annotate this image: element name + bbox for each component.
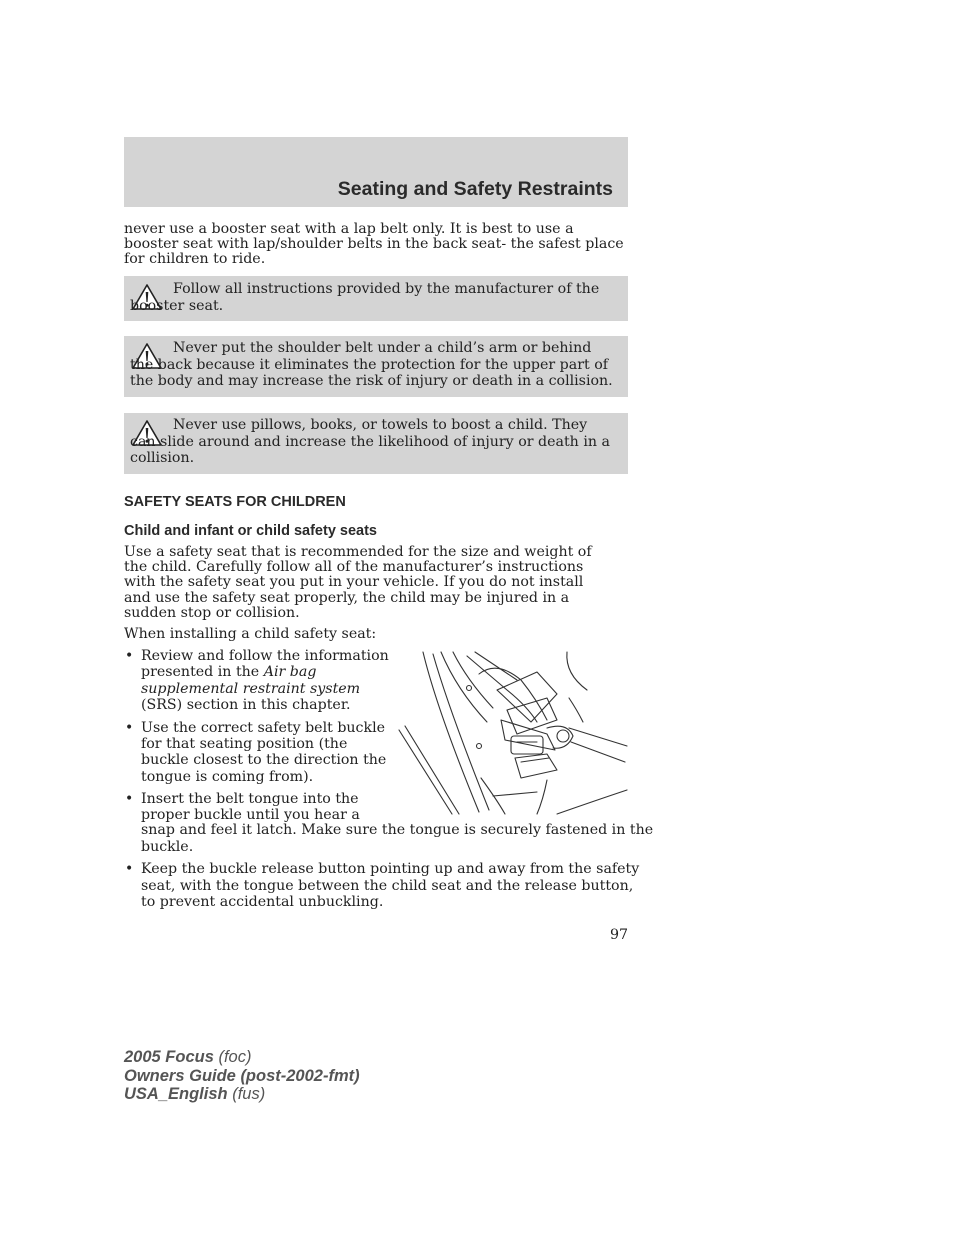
- list-item: [124, 720, 394, 786]
- warning-box-shoulder-belt: [124, 336, 628, 397]
- warning-box-pillows: [124, 413, 628, 474]
- bullet-marker: •: [125, 861, 134, 877]
- warning-text: Follow all instructions provided by the manufacturer of the booster seat.: [130, 281, 600, 314]
- bullet-text-segment: presented in the: [141, 664, 264, 680]
- bullet-line: Keep the buckle release button pointing up and away from the safety: [141, 861, 640, 877]
- footer-language-code: (fus): [227, 1085, 266, 1103]
- page-number: 97: [609, 927, 628, 943]
- document-footer: [124, 1048, 360, 1104]
- bullet-marker: •: [125, 720, 134, 736]
- section-heading: SAFETY SEATS FOR CHILDREN: [124, 494, 346, 510]
- bullet-marker: •: [125, 648, 134, 664]
- bullet-line: buckle.: [141, 839, 194, 855]
- intro-paragraph: never use a booster seat with a lap belt only. It is best to use a booster seat with lap/shoulder belts in the back seat- the safest place for children to ride.: [124, 221, 624, 268]
- srs-section-link-text: Air bag: [263, 664, 317, 680]
- list-item: [124, 648, 394, 714]
- bullet-line: snap and feel it latch. Make sure the tongue is securely fastened in the: [141, 822, 654, 838]
- footer-language: USA_English: [124, 1085, 228, 1103]
- footer-guide: Owners Guide (post-2002-fmt): [124, 1066, 360, 1085]
- subsection-heading: Child and infant or child safety seats: [124, 523, 377, 539]
- page-title: Seating and Safety Restraints: [337, 178, 613, 200]
- bullet-line: [141, 664, 316, 680]
- footer-line-guide: [124, 1067, 360, 1086]
- footer-line-language: [124, 1085, 360, 1104]
- bullet-line: tongue is coming from).: [141, 769, 314, 785]
- warning-box-booster-instructions: [124, 276, 628, 321]
- bullet-line: Insert the belt tongue into the: [141, 791, 359, 807]
- warning-text: Never use pillows, books, or towels to boost a child. They can slide around and increase the likelihood of injury or death in a collision.: [130, 417, 610, 466]
- warning-text: Never put the shoulder belt under a child’s arm or behind the back because it eliminates the protection for the upper part of the body and may increase the risk of injury or death in a collision.: [130, 340, 613, 389]
- bullet-line: proper buckle until you hear a: [141, 807, 360, 823]
- bullet-line: Use the correct safety belt buckle: [141, 720, 386, 736]
- bullet-line: to prevent accidental unbuckling.: [141, 894, 384, 910]
- bullet-line: for that seating position (the: [141, 736, 348, 752]
- list-item: [124, 861, 640, 911]
- footer-model-code: (foc): [213, 1048, 252, 1066]
- srs-section-link-text: supplemental restraint system: [141, 681, 361, 697]
- bullet-marker: •: [125, 791, 134, 807]
- seat-belt-buckle-illustration: [397, 650, 629, 816]
- footer-model: 2005 Focus: [124, 1048, 214, 1066]
- installing-intro: When installing a child safety seat:: [124, 626, 377, 642]
- bullet-line: (SRS) section in this chapter.: [141, 697, 351, 713]
- bullet-line: [141, 681, 360, 697]
- safety-seat-paragraph: Use a safety seat that is recommended for the size and weight of the child. Carefully follow all of the manufacturer’s instructions with the safety seat you put in your vehicle. If you do not install and use the safety seat properly, the child may be injured in a sudden stop or collision.: [124, 544, 592, 621]
- bullet-line: seat, with the tongue between the child seat and the release button,: [141, 878, 634, 894]
- section-header-band: [124, 137, 628, 207]
- footer-line-model: [124, 1048, 360, 1067]
- bullet-line: buckle closest to the direction the: [141, 752, 387, 768]
- bullet-line: Review and follow the information: [141, 648, 389, 664]
